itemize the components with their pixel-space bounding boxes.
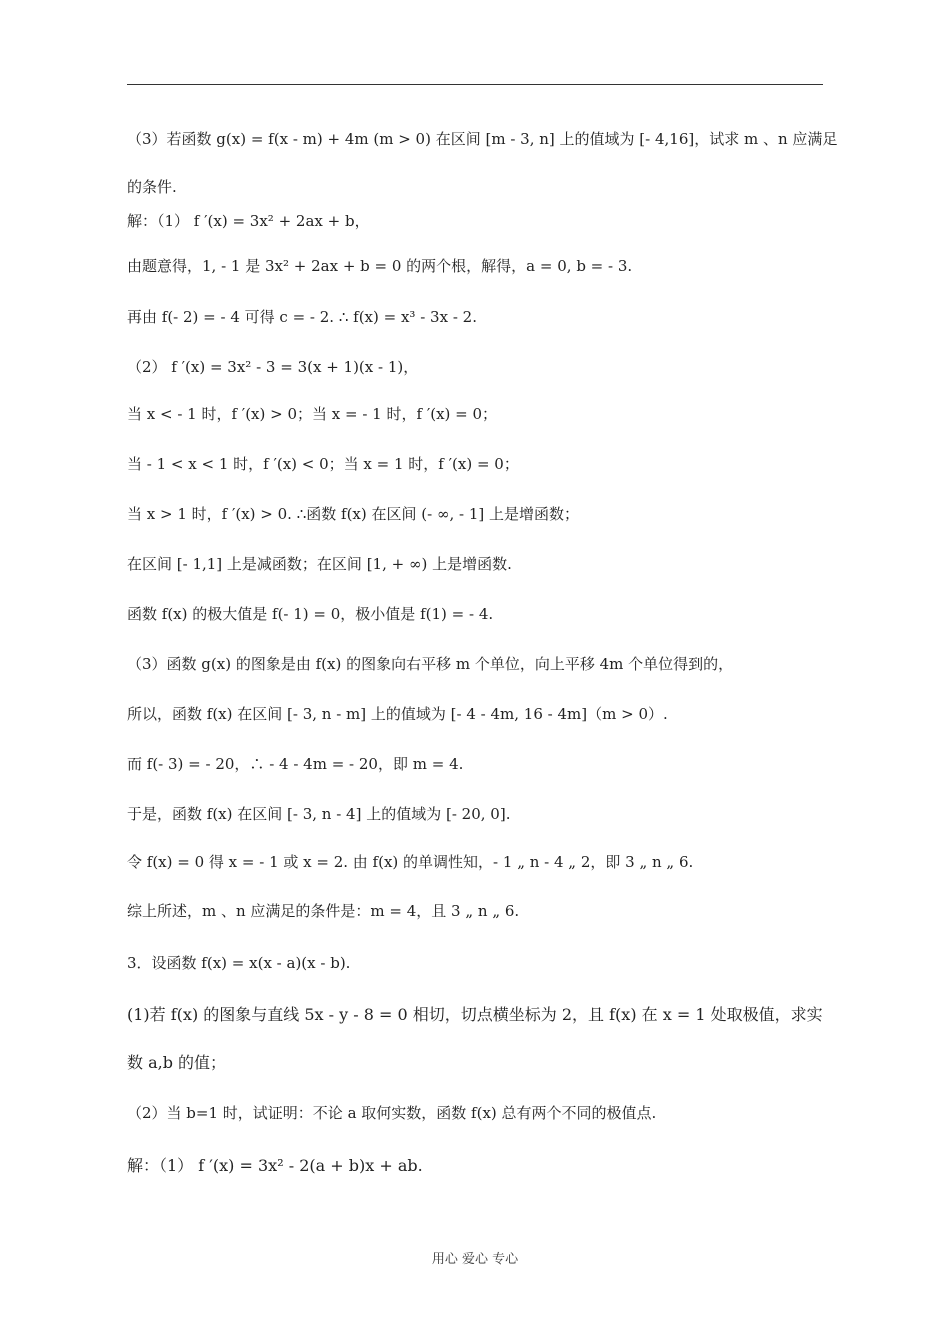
text-line: （2） f ′(x) = 3x² - 3 = 3(x + 1)(x - 1)，	[127, 358, 419, 376]
text-line: 令 f(x) = 0 得 x = - 1 或 x = 2. 由 f(x) 的单调性知，- 1 „ n - 4 „ 2，即 3 „ n „ 6.	[127, 853, 694, 871]
text-line: (1)若 f(x) 的图象与直线 5x - y - 8 = 0 相切，切点横坐标为 2，且 f(x) 在 x = 1 处取极值，求实	[127, 1005, 823, 1024]
text-line: 于是，函数 f(x) 在区间 [- 3, n - 4] 上的值域为 [- 20, 0].	[127, 805, 511, 823]
text-line: 当 - 1 < x < 1 时，f ′(x) < 0；当 x = 1 时，f ′(x) = 0；	[127, 455, 519, 473]
text-line: 由题意得，1, - 1 是 3x² + 2ax + b = 0 的两个根，解得，a = 0, b = - 3.	[127, 257, 633, 275]
text-line: （3）函数 g(x) 的图象是由 f(x) 的图象向右平移 m 个单位，向上平移 4m 个单位得到的，	[127, 655, 734, 673]
text-line: （3）若函数 g(x) = f(x - m) + 4m (m > 0) 在区间 [m - 3, n] 上的值域为 [- 4,16]，试求 m 、n 应满足	[127, 130, 838, 148]
header-rule	[127, 84, 823, 85]
text-line: 综上所述，m 、n 应满足的条件是：m = 4，且 3 „ n „ 6.	[127, 902, 520, 920]
text-line: 解：（1） f ′(x) = 3x² + 2ax + b，	[127, 212, 370, 230]
text-line: 再由 f(- 2) = - 4 可得 c = - 2. ∴ f(x) = x³ - 3x - 2.	[127, 308, 477, 326]
text-line: 当 x < - 1 时，f ′(x) > 0；当 x = - 1 时，f ′(x) = 0；	[127, 405, 498, 423]
text-line: 解：（1） f ′(x) = 3x² - 2(a + b)x + ab.	[127, 1156, 423, 1175]
text-line: 数 a,b 的值；	[127, 1053, 227, 1072]
text-line: 的条件.	[127, 178, 177, 196]
text-line: 在区间 [- 1,1] 上是减函数；在区间 [1, + ∞) 上是增函数.	[127, 555, 512, 573]
text-line: 当 x > 1 时，f ′(x) > 0. ∴函数 f(x) 在区间 (- ∞, - 1] 上是增函数；	[127, 505, 580, 523]
text-line: 而 f(- 3) = - 20，∴ - 4 - 4m = - 20，即 m = 4.	[127, 755, 464, 773]
text-line: 函数 f(x) 的极大值是 f(- 1) = 0，极小值是 f(1) = - 4.	[127, 605, 494, 623]
text-line: （2）当 b=1 时，试证明：不论 a 取何实数，函数 f(x) 总有两个不同的极值点.	[127, 1104, 657, 1122]
text-line: 3．设函数 f(x) = x(x - a)(x - b).	[127, 954, 351, 972]
text-line: 所以，函数 f(x) 在区间 [- 3, n - m] 上的值域为 [- 4 - 4m, 16 - 4m]（m > 0）.	[127, 705, 668, 723]
page-footer: 用心 爱心 专心	[431, 1252, 519, 1267]
